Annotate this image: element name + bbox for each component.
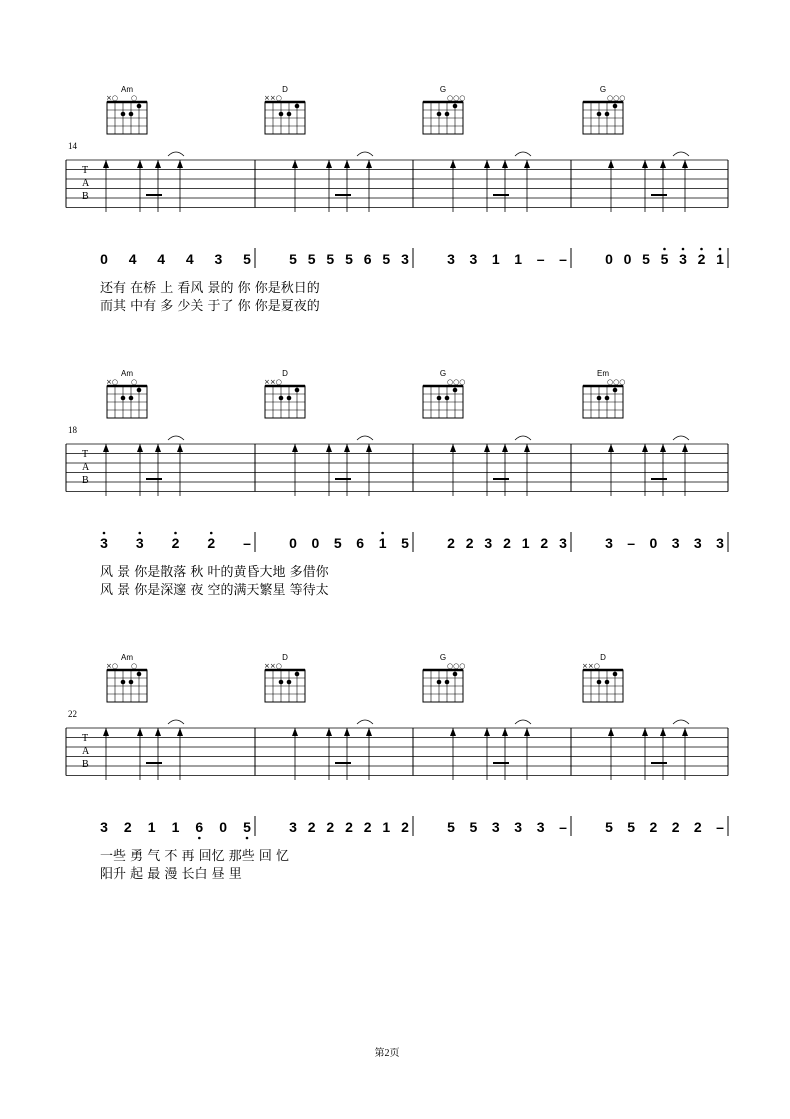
jianpu-note: 1 <box>147 819 156 835</box>
chord-muted-marks: ××○ <box>264 378 282 386</box>
system-14 <box>66 85 728 314</box>
jianpu-note: 1 <box>378 535 387 551</box>
finger-dot <box>129 396 134 401</box>
jianpu-note: 5 <box>447 819 455 835</box>
strum-arrow-head <box>155 160 161 168</box>
jianpu-note: 2 <box>207 535 216 551</box>
jianpu-note: 3 <box>716 535 724 551</box>
finger-dot <box>437 396 442 401</box>
finger-dot <box>129 680 134 685</box>
jianpu-note: 5 <box>642 251 650 267</box>
strum-arrow-head <box>642 444 648 452</box>
strum-arrow-head <box>366 728 372 736</box>
octave-dot-up <box>138 532 141 535</box>
chord-name: G <box>599 85 607 94</box>
jianpu-note: 2 <box>345 819 353 835</box>
jianpu-note: – <box>559 819 567 835</box>
finger-dot <box>295 388 300 393</box>
chord-name: D <box>282 653 288 662</box>
strum-arrow-head <box>524 160 530 168</box>
finger-dot <box>121 680 126 685</box>
tie-arc <box>357 720 373 724</box>
chord-name: G <box>439 85 447 94</box>
strum-arrow-head <box>326 444 332 452</box>
strum-arrow-head <box>344 728 350 736</box>
strum-arrow-head <box>137 728 143 736</box>
octave-dot-up <box>174 532 177 535</box>
finger-dot <box>613 672 618 677</box>
jianpu-note: 4 <box>157 251 166 267</box>
system-18 <box>66 369 728 598</box>
jianpu-note: 2 <box>465 535 474 551</box>
chord-diagram-Am <box>106 369 147 418</box>
finger-dot <box>453 104 458 109</box>
chord-muted-marks: ××○ <box>264 94 282 102</box>
tie-arc <box>168 152 184 156</box>
lyric-line-1: 一些 勇 气 不 再 回忆 那些 回 忆 <box>100 849 290 864</box>
jianpu-note: 3 <box>514 819 523 835</box>
lyric-line-1: 风 景 你是散落 秋 叶的黄昏大地 多借你 <box>100 565 329 580</box>
jianpu-note: – <box>627 535 636 551</box>
chord-open-marks: ○ <box>131 662 138 670</box>
jianpu-note: 2 <box>671 819 680 835</box>
strum-arrow-head <box>137 160 143 168</box>
chord-muted-marks: ××○ <box>582 662 600 670</box>
finger-dot <box>437 680 442 685</box>
jianpu-note: 5 <box>289 251 297 267</box>
strum-arrow-head <box>484 728 490 736</box>
system-22 <box>66 653 728 882</box>
jianpu-note: 3 <box>401 251 409 267</box>
chord-name: D <box>282 85 288 94</box>
jianpu-note: 5 <box>401 535 409 551</box>
chord-name: G <box>439 369 447 378</box>
chord-name: D <box>600 653 606 662</box>
chord-diagram-D <box>264 653 305 702</box>
finger-dot <box>137 104 142 109</box>
jianpu-note: 2 <box>307 819 316 835</box>
chord-muted-marks: ×○ <box>106 378 118 386</box>
strum-arrow-head <box>450 444 456 452</box>
finger-dot <box>445 112 450 117</box>
finger-dot <box>597 680 602 685</box>
jianpu-note: 0 <box>311 535 320 551</box>
jianpu-note: 1 <box>716 251 724 267</box>
lyric-line-2: 风 景 你是深邃 夜 空的满天繁星 等待太 <box>100 583 329 598</box>
chord-diagram-D <box>264 85 305 134</box>
chord-name: Em <box>597 369 609 378</box>
jianpu-note: 5 <box>660 251 669 267</box>
strum-arrow-head <box>292 728 298 736</box>
finger-dot <box>597 396 602 401</box>
jianpu-note: 2 <box>171 535 180 551</box>
tie-arc <box>515 152 531 156</box>
lyric-line-2: 而其 中有 多 少关 于了 你 你是夏夜的 <box>100 299 320 314</box>
strum-arrow-head <box>155 444 161 452</box>
strum-arrow-head <box>682 728 688 736</box>
jianpu-note: 5 <box>627 819 636 835</box>
octave-dot-up <box>663 248 666 251</box>
jianpu-note: 2 <box>123 819 132 835</box>
jianpu-note: 3 <box>100 535 108 551</box>
strum-arrow-head <box>366 160 372 168</box>
jianpu-note: 4 <box>185 251 194 267</box>
chord-diagram-D <box>582 653 623 702</box>
strum-arrow-head <box>660 160 666 168</box>
strum-arrow-head <box>292 160 298 168</box>
jianpu-note: 5 <box>345 251 353 267</box>
strum-arrow-head <box>608 444 614 452</box>
strum-arrow-head <box>344 444 350 452</box>
jianpu-note: 5 <box>605 819 613 835</box>
finger-dot <box>279 396 284 401</box>
jianpu-note: 3 <box>100 819 108 835</box>
chord-name: G <box>439 653 447 662</box>
jianpu-note: 1 <box>382 819 391 835</box>
chord-open-marks: ○○○ <box>447 94 466 102</box>
chord-name: D <box>282 369 288 378</box>
jianpu-note: 3 <box>559 535 567 551</box>
jianpu-note: 3 <box>679 251 687 267</box>
finger-dot <box>605 680 610 685</box>
strum-arrow-head <box>450 728 456 736</box>
finger-dot <box>605 112 610 117</box>
tie-arc <box>357 436 373 440</box>
octave-dot-up <box>682 248 685 251</box>
octave-dot-down <box>198 837 201 840</box>
strum-arrow-head <box>642 728 648 736</box>
finger-dot <box>287 112 292 117</box>
jianpu-note: 3 <box>605 535 613 551</box>
jianpu-note: 5 <box>243 819 251 835</box>
jianpu-note: 5 <box>326 251 335 267</box>
strum-arrow-head <box>103 444 109 452</box>
finger-dot <box>137 388 142 393</box>
strum-arrow-head <box>682 444 688 452</box>
jianpu-note: 5 <box>469 819 478 835</box>
jianpu-note: 0 <box>100 251 108 267</box>
strum-arrow-head <box>660 444 666 452</box>
jianpu-note: 2 <box>649 819 658 835</box>
chord-open-marks: ○○○ <box>447 662 466 670</box>
chord-diagram-G <box>423 369 465 418</box>
chord-open-marks: ○ <box>131 378 138 386</box>
jianpu-note: 3 <box>484 535 493 551</box>
jianpu-note: 3 <box>447 251 455 267</box>
jianpu-note: – <box>536 251 545 267</box>
strum-arrow-head <box>450 160 456 168</box>
tab-clef-letter: B <box>82 191 89 202</box>
strum-arrow-head <box>502 160 508 168</box>
chord-name: Am <box>121 653 133 662</box>
lyric-line-1: 还有 在桥 上 看风 景的 你 你是秋日的 <box>100 281 320 296</box>
finger-dot <box>295 104 300 109</box>
tab-clef-letter: T <box>82 733 89 744</box>
finger-dot <box>613 388 618 393</box>
jianpu-note: 2 <box>401 819 409 835</box>
tie-arc <box>673 436 689 440</box>
strum-arrow-head <box>155 728 161 736</box>
jianpu-note: 0 <box>605 251 613 267</box>
strum-arrow-head <box>177 444 183 452</box>
strum-arrow-head <box>682 160 688 168</box>
jianpu-note: – <box>243 535 251 551</box>
jianpu-note: 2 <box>693 819 702 835</box>
octave-dot-up <box>719 248 722 251</box>
chord-name: Am <box>121 85 133 94</box>
tie-arc <box>357 152 373 156</box>
jianpu-note: 1 <box>521 535 530 551</box>
strum-arrow-head <box>137 444 143 452</box>
chord-name: Am <box>121 369 133 378</box>
tab-clef-letter: A <box>82 178 90 189</box>
jianpu-note: 3 <box>289 819 297 835</box>
finger-dot <box>279 680 284 685</box>
jianpu-note: 5 <box>382 251 391 267</box>
strum-arrow-head <box>642 160 648 168</box>
finger-dot <box>437 112 442 117</box>
jianpu-note: 2 <box>363 819 372 835</box>
finger-dot <box>445 396 450 401</box>
strum-arrow-head <box>177 160 183 168</box>
jianpu-note: 4 <box>128 251 137 267</box>
chord-diagram-D <box>264 369 305 418</box>
systems-layer <box>66 85 728 882</box>
octave-dot-up <box>210 532 213 535</box>
jianpu-note: 3 <box>491 819 500 835</box>
tie-arc <box>168 720 184 724</box>
jianpu-note: 6 <box>356 535 365 551</box>
strum-arrow-head <box>177 728 183 736</box>
jianpu-note: 3 <box>536 819 545 835</box>
jianpu-note: – <box>559 251 567 267</box>
strum-arrow-head <box>366 444 372 452</box>
jianpu-note: 1 <box>171 819 180 835</box>
jianpu-note: 3 <box>693 535 702 551</box>
strum-arrow-head <box>326 160 332 168</box>
tab-clef-letter: T <box>82 449 89 460</box>
jianpu-note: 2 <box>503 535 511 551</box>
strum-arrow-head <box>103 160 109 168</box>
chord-muted-marks: ×○ <box>106 662 118 670</box>
strum-arrow-head <box>484 444 490 452</box>
octave-dot-down <box>246 837 249 840</box>
finger-dot <box>605 396 610 401</box>
finger-dot <box>121 112 126 117</box>
finger-dot <box>279 112 284 117</box>
tab-clef-letter: T <box>82 165 89 176</box>
jianpu-note: 1 <box>491 251 500 267</box>
jianpu-note: 6 <box>363 251 372 267</box>
chord-open-marks: ○○○ <box>607 378 626 386</box>
finger-dot <box>295 672 300 677</box>
finger-dot <box>445 680 450 685</box>
chord-diagram-G <box>423 653 465 702</box>
jianpu-note: 5 <box>333 535 342 551</box>
jianpu-note: 2 <box>447 535 455 551</box>
jianpu-note: 1 <box>514 251 523 267</box>
jianpu-note: 3 <box>469 251 478 267</box>
chord-open-marks: ○ <box>131 94 138 102</box>
strum-arrow-head <box>608 160 614 168</box>
strum-arrow-head <box>502 728 508 736</box>
chord-diagram-G <box>583 85 625 134</box>
jianpu-note: 0 <box>623 251 632 267</box>
chord-diagram-Em <box>583 369 625 418</box>
jianpu-note: 3 <box>214 251 223 267</box>
finger-dot <box>613 104 618 109</box>
jianpu-note: 3 <box>671 535 680 551</box>
jianpu-note: 0 <box>649 535 658 551</box>
chord-open-marks: ○○○ <box>447 378 466 386</box>
tie-arc <box>673 152 689 156</box>
chord-diagram-G <box>423 85 465 134</box>
strum-arrow-head <box>502 444 508 452</box>
strum-arrow-head <box>524 728 530 736</box>
jianpu-note: 5 <box>243 251 251 267</box>
jianpu-note: 3 <box>135 535 144 551</box>
chord-diagram-Am <box>106 653 147 702</box>
finger-dot <box>287 680 292 685</box>
strum-arrow-head <box>103 728 109 736</box>
tie-arc <box>515 720 531 724</box>
octave-dot-up <box>381 532 384 535</box>
jianpu-note: 5 <box>307 251 316 267</box>
tie-arc <box>673 720 689 724</box>
jianpu-note: – <box>716 819 724 835</box>
finger-dot <box>287 396 292 401</box>
finger-dot <box>597 112 602 117</box>
chord-diagram-Am <box>106 85 147 134</box>
tab-clef-letter: B <box>82 475 89 486</box>
finger-dot <box>137 672 142 677</box>
jianpu-note: 2 <box>326 819 335 835</box>
measure-number: 14 <box>68 141 77 151</box>
tab-clef-letter: A <box>82 462 90 473</box>
strum-arrow-head <box>344 160 350 168</box>
tab-clef-letter: A <box>82 746 90 757</box>
chord-muted-marks: ×○ <box>106 94 118 102</box>
tab-clef-letter: B <box>82 759 89 770</box>
jianpu-note: 6 <box>195 819 204 835</box>
jianpu-note: 2 <box>540 535 549 551</box>
strum-arrow-head <box>484 160 490 168</box>
lyric-line-2: 阳升 起 最 漫 长白 昼 里 <box>100 867 242 882</box>
octave-dot-up <box>103 532 106 535</box>
page-label: 第2页 <box>374 1048 400 1059</box>
strum-arrow-head <box>326 728 332 736</box>
strum-arrow-head <box>524 444 530 452</box>
measure-number: 18 <box>68 425 77 435</box>
chord-open-marks: ○○○ <box>607 94 626 102</box>
jianpu-note: 0 <box>289 535 297 551</box>
tie-arc <box>515 436 531 440</box>
finger-dot <box>121 396 126 401</box>
jianpu-note: 2 <box>697 251 706 267</box>
measure-number: 22 <box>68 709 77 719</box>
jianpu-note: 0 <box>219 819 228 835</box>
strum-arrow-head <box>608 728 614 736</box>
finger-dot <box>453 388 458 393</box>
finger-dot <box>453 672 458 677</box>
finger-dot <box>129 112 134 117</box>
octave-dot-up <box>700 248 703 251</box>
tie-arc <box>168 436 184 440</box>
strum-arrow-head <box>292 444 298 452</box>
strum-arrow-head <box>660 728 666 736</box>
chord-muted-marks: ××○ <box>264 662 282 670</box>
